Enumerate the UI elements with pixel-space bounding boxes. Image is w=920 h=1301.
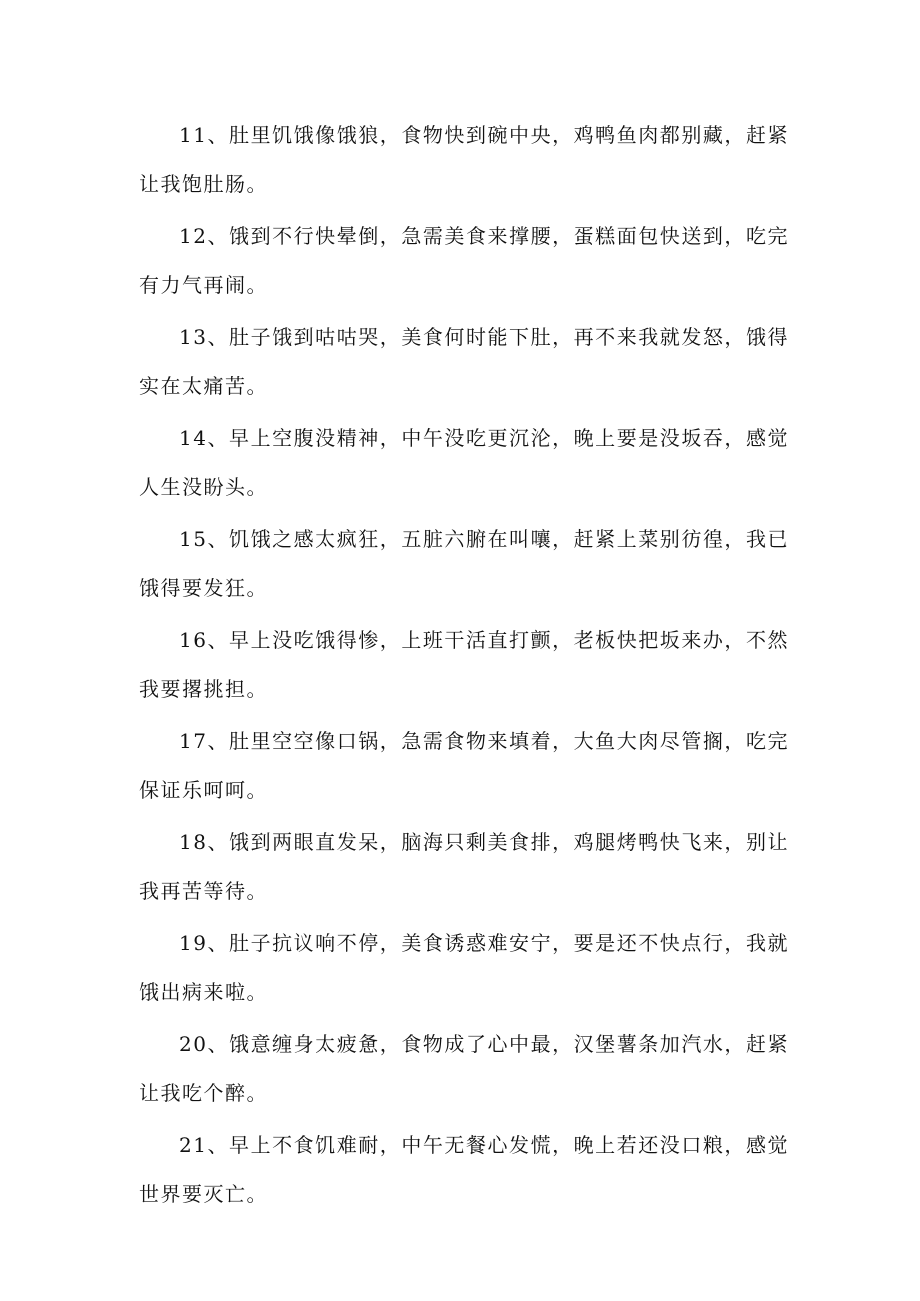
paragraph-13: 13、肚子饿到咕咕哭，美食何时能下肚，再不来我就发怒，饿得实在太痛苦。 xyxy=(139,325,789,398)
paragraph-12: 12、饿到不行快晕倒，急需美食来撑腰，蛋糕面包快送到，吃完有力气再闹。 xyxy=(139,224,789,297)
paragraph-19: 19、肚子抗议响不停，美食诱惑难安宁，要是还不快点行，我就饿出病来啦。 xyxy=(139,931,789,1004)
document-body xyxy=(139,111,789,1222)
paragraph-11: 11、肚里饥饿像饿狼，食物快到碗中央，鸡鸭鱼肉都别藏，赶紧让我饱肚肠。 xyxy=(139,123,789,196)
paragraph-15: 15、饥饿之感太疯狂，五脏六腑在叫嚷，赶紧上菜别彷徨，我已饿得要发狂。 xyxy=(139,527,789,600)
paragraph-16: 16、早上没吃饿得惨，上班干活直打颤，老板快把坂来办，不然我要撂挑担。 xyxy=(139,628,789,701)
paragraph-17: 17、肚里空空像口锅，急需食物来填着，大鱼大肉尽管搁，吃完保证乐呵呵。 xyxy=(139,729,789,802)
paragraph-18: 18、饿到两眼直发呆，脑海只剩美食排，鸡腿烤鸭快飞来，别让我再苦等待。 xyxy=(139,830,789,903)
paragraph-20: 20、饿意缠身太疲惫，食物成了心中最，汉堡薯条加汽水，赶紧让我吃个醉。 xyxy=(139,1032,789,1105)
paragraph-14: 14、早上空腹没精神，中午没吃更沉沦，晚上要是没坂吞，感觉人生没盼头。 xyxy=(139,426,789,499)
paragraph-21: 21、早上不食饥难耐，中午无餐心发慌，晚上若还没口粮，感觉世界要灭亡。 xyxy=(139,1133,789,1206)
